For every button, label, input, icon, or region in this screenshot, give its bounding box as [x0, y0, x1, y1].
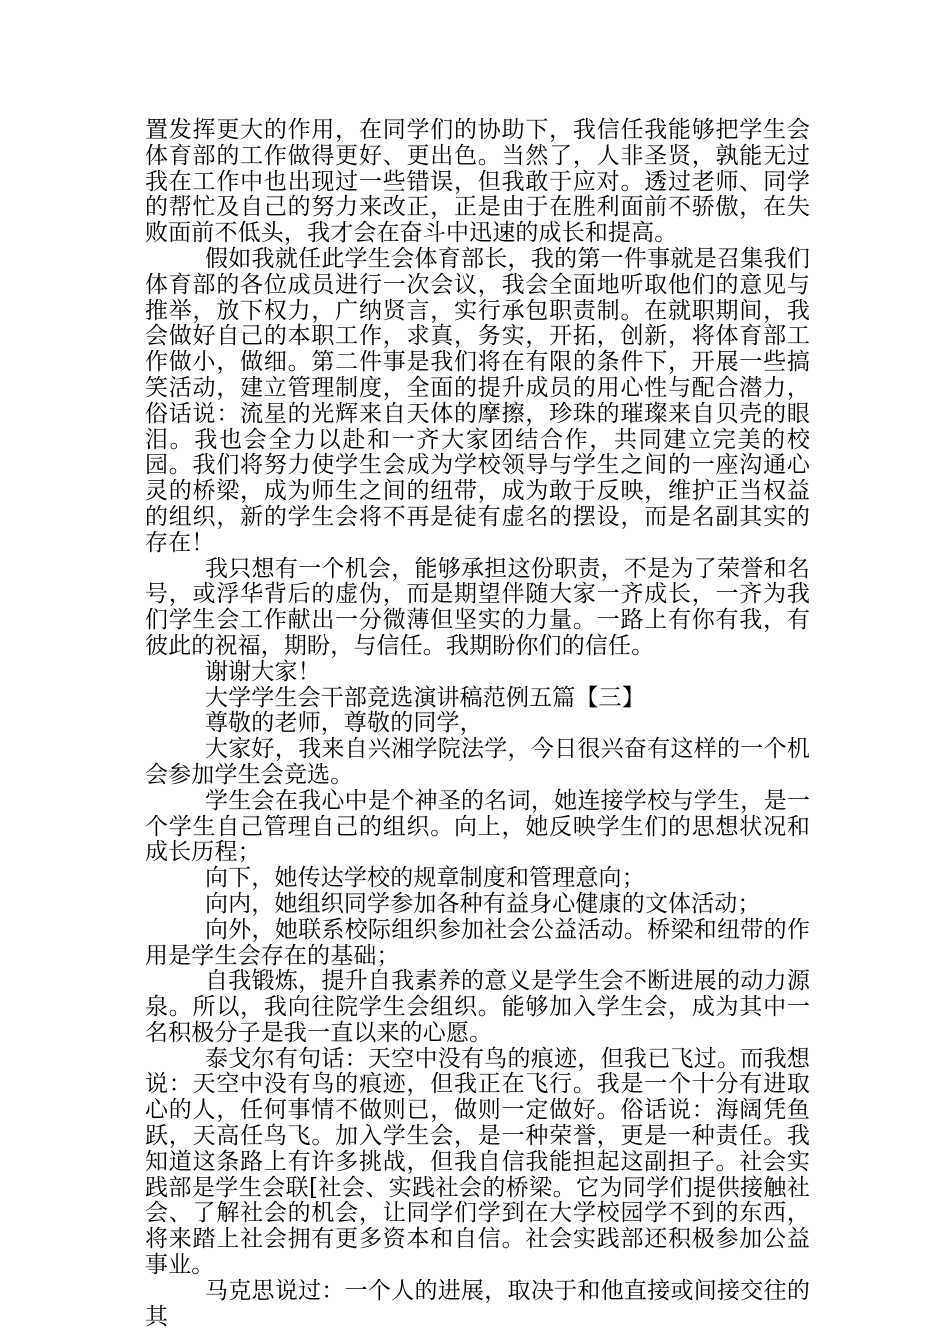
paragraph: 学生会在我心中是个神圣的名词，她连接学校与学生，是一个学生自己管理自己的组织。向上，她反映学生们的思想状况和成长历程；: [145, 787, 810, 866]
section-heading: 大学学生会干部竞选演讲稿范例五篇【三】: [205, 684, 645, 711]
paragraph: 大家好，我来自兴湘学院法学，今日很兴奋有这样的一个机会参加学生会竞选。: [145, 736, 810, 788]
paragraph: 假如我就任此学生会体育部长，我的第一件事就是召集我们体育部的各位成员进行一次会议，我会全面地听取他们的意见与推举，放下权力，广纳贤言，实行承包职责制。在就职期间，我会做好自己的本职工作，求真，务实，开拓，创新，将体育部工作做小，做细。第二件事是我们将在有限的条件下，开展一些搞笑活动，建立管理制度，全面的提升成员的用心性与配合潜力，俗话说：流星的光辉来自天体的摩擦，珍珠的璀璨来自贝壳的眼泪。我也会全力以赴和一齐大家团结合作，共同建立完美的校园。我们将努力使学生会成为学校领导与学生之间的一座沟通心灵的桥梁，成为师生之间的纽带，成为敢于反映，维护正当权益的组织，新的学生会将不再是徒有虚名的摆设，而是名副其实的存在！: [145, 245, 810, 556]
paragraph: 自我锻炼，提升自我素养的意义是学生会不断进展的动力源泉。所以，我向往院学生会组织。能够加入学生会，成为其中一名积极分子是我一直以来的心愿。: [145, 968, 810, 1046]
paragraph: 我只想有一个机会，能够承担这份职责，不是为了荣誉和名号，或浮华背后的虚伪，而是期望伴随大家一齐成长，一齐为我们学生会工作献出一分微薄但坚实的力量。一路上有你有我，有彼此的祝福，期盼，与信任。我期盼你们的信任。: [145, 555, 810, 659]
paragraph: 向外，她联系校际组织参加社会公益活动。桥梁和纽带的作用是学生会存在的基础；: [145, 916, 810, 969]
salutation: 尊敬的老师，尊敬的同学，: [205, 710, 483, 737]
paragraph: 泰戈尔有句话：天空中没有鸟的痕迹，但我已飞过。而我想说：天空中没有鸟的痕迹，但我正在飞行。我是一个十分有进取心的人，任何事情不做则已，做则一定做好。俗话说：海阔凭鱼跃，天高任鸟飞。加入学生会，是一种荣誉，更是一种责任。我知道这条路上有许多挑战，但我自信我能担起这副担子。社会实践部是学生会联[社会、实践社会的桥梁。它为同学们提供接触社会、了解社会的机会，让同学们学到在大学校园学不到的东西，将来踏上社会拥有更多资本和自信。社会实践部还积极参加公益事业。: [145, 1045, 810, 1279]
paragraph: 向内，她组织同学参加各种有益身心健康的文体活动；: [205, 890, 761, 917]
paragraph: 向下，她传达学校的规章制度和管理意向；: [205, 865, 645, 892]
document-page: [145, 118, 810, 1330]
paragraph: 置发挥更大的作用，在同学们的协助下，我信任我能够把学生会体育部的工作做得更好、更出色。当然了，人非圣贤，孰能无过我在工作中也出现过一些错误，但我敢于应对。透过老师、同学的帮忙及自己的努力来改正，正是由于在胜利面前不骄傲，在失败面前不低头，我才会在奋斗中迅速的成长和提高。: [145, 117, 810, 247]
paragraph: 马克思说过：一个人的进展，取决于和他直接或间接交往的其: [145, 1277, 810, 1330]
closing-thanks: 谢谢大家！: [205, 658, 321, 685]
